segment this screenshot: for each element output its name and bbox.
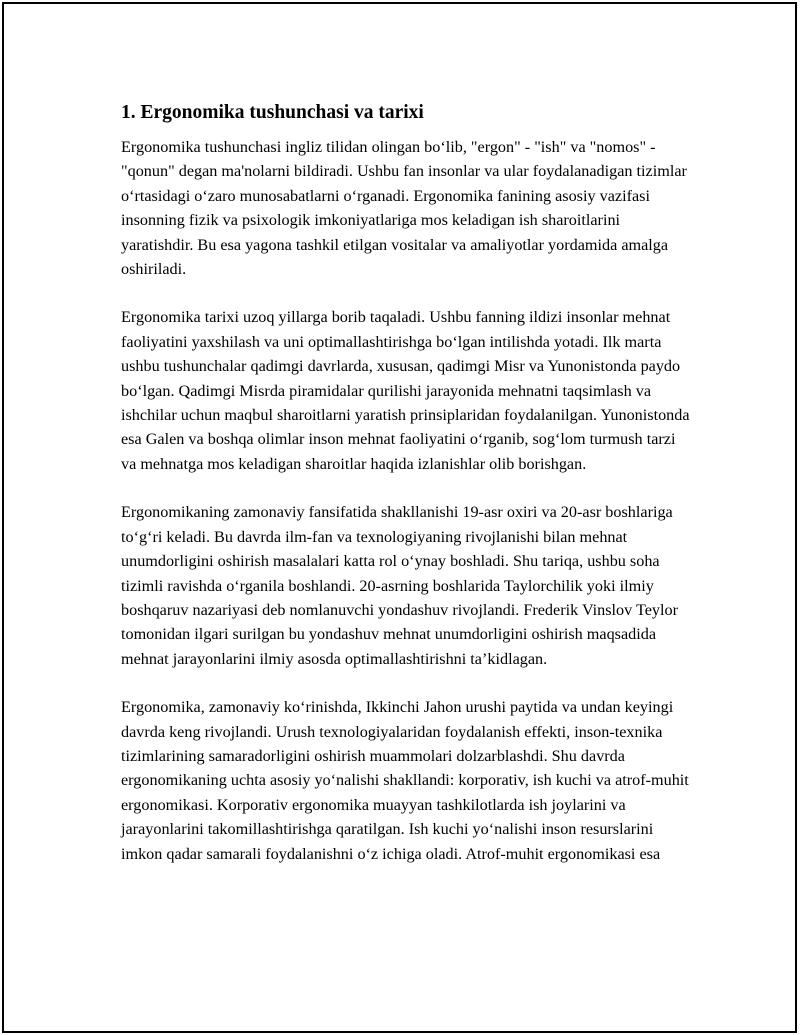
page-frame [2,2,797,1033]
document-body [121,101,693,890]
paragraph-history: Ergonomika tarixi uzoq yillarga borib taqaladi. Ushbu fanning ildizi insonlar mehnat faoliyatini yaxshilash va uni optimallashtirishga bo‘lgan intilishda yotadi. Ilk marta ushbu tushunchalar qadimgi davrlarda, xususan, qadimgi Misr va Yunonistonda paydo bo‘lgan. Qadimgi Misrda piramidalar qurilishi jarayonida mehnatni taqsimlash va ishchilar uchun maqbul sharoitlarni yaratish prinsiplaridan foydalanilgan. Yunonistonda esa Galen va boshqa olimlar inson mehnat faoliyatini o‘rganib, sog‘lom turmush tarzi va mehnatga mos keladigan sharoitlar haqida izlanishlar olib borishgan. [121,308,690,473]
paragraph-modern-formation: Ergonomikaning zamonaviy fansifatida shakllanishi 19-asr oxiri va 20-asr boshlariga to‘g‘ri keladi. Bu davrda ilm-fan va texnologiyaning rivojlanishi bilan mehnat unumdorligini oshirish masalalari katta rol o‘ynay boshladi. Shu tariqa, ushbu soha tizimli ravishda o‘rganila boshlandi. 20-asrning boshlarida Taylorchilik yoki ilmiy boshqaruv nazariyasi deb nomlanuvchi yondashuv rivojlandi. Frederik Vinslov Teylor tomonidan ilgari surilgan bu yondashuv mehnat unumdorligini oshirish maqsadida mehnat jarayonlarini ilmiy asosda optimallashtirishni ta’kidlagan. [121,503,679,668]
paragraph-definition: Ergonomika tushunchasi ingliz tilidan olingan bo‘lib, "ergon" - "ish" va "nomos" - "qonun" degan ma'nolarni bildiradi. Ushbu fan insonlar va ular foydalanadigan tizimlar o‘rtasidagi o‘zaro munosabatlarni o‘rganadi. Ergonomika fanining asosiy vazifasi insonning fizik va psixologik imkoniyatlariga mos keladigan ish sharoitlarini yaratishdir. Bu esa yagona tashkil etilgan vositalar va amaliyotlar yordamida amalga oshiriladi. [121,138,687,279]
paragraph-wwii-development: Ergonomika, zamonaviy ko‘rinishda, Ikkinchi Jahon urushi paytida va undan keyingi davrda keng rivojlandi. Urush texnologiyalaridan foydalanish effekti, inson-texnika tizimlarining samaradorligini oshirish muammolari dolzarblashdi. Shu davrda ergonomikaning uchta asosiy yo‘nalishi shakllandi: korporativ, ish kuchi va atrof-muhit ergonomikasi. Korporativ ergonomika muayyan tashkilotlarda ish joylarini va jarayonlarini takomillashtirishga qaratilgan. Ish kuchi yo‘nalishi inson resurslarini imkon qadar samarali foydalanishni o‘z ichiga oladi. Atrof-muhit ergonomikasi esa [121,698,689,863]
section-heading: 1. Ergonomika tushunchasi va tarixi [121,102,424,123]
